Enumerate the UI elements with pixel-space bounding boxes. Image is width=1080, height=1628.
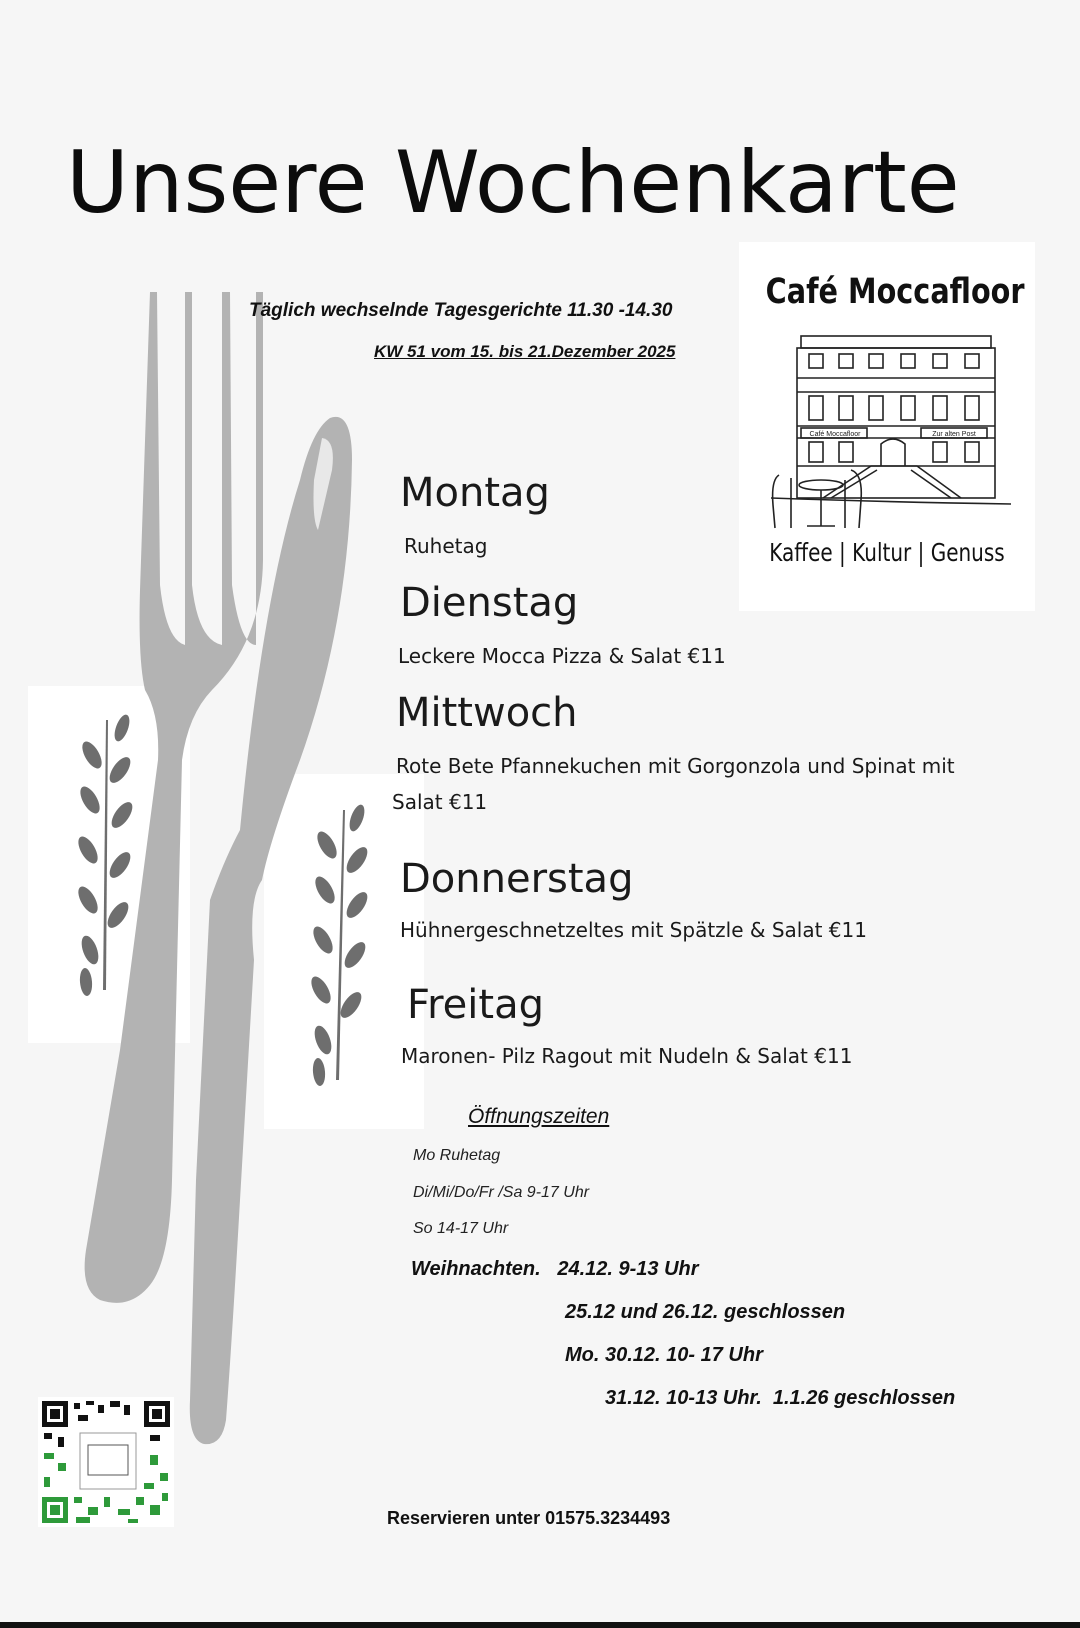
day-freitag: Freitag bbox=[407, 982, 544, 1028]
opening-hours-title: Öffnungszeiten bbox=[468, 1105, 610, 1128]
leaf-sprig-right-icon bbox=[305, 800, 375, 1090]
day-montag: Montag bbox=[400, 470, 550, 516]
dish-donnerstag: Hühnergeschnetzeltes mit Spätzle & Salat €11 bbox=[400, 918, 867, 942]
week-range: KW 51 vom 15. bis 21.Dezember 2025 bbox=[374, 342, 676, 361]
hours-line: Di/Mi/Do/Fr /Sa 9-17 Uhr bbox=[413, 1184, 590, 1201]
day-donnerstag: Donnerstag bbox=[400, 856, 634, 902]
holiday-line: Weihnachten. 24.12. 9-13 Uhr bbox=[411, 1258, 699, 1280]
leaf-sprig-left-icon bbox=[70, 710, 140, 1000]
daily-dishes-note: Täglich wechselnde Tagesgerichte 11.30 -14.30 bbox=[249, 300, 673, 321]
sign-right: Zur alten Post bbox=[932, 431, 976, 438]
dish-mittwoch-line1: Rote Bete Pfannekuchen mit Gorgonzola und Spinat mit bbox=[396, 754, 955, 778]
holiday-line: 31.12. 10-13 Uhr. 1.1.26 geschlossen bbox=[605, 1387, 956, 1409]
day-dienstag: Dienstag bbox=[400, 580, 579, 626]
qr-code-icon bbox=[38, 1397, 174, 1527]
holiday-line: Mo. 30.12. 10- 17 Uhr bbox=[565, 1344, 763, 1366]
building-icon bbox=[761, 330, 1015, 530]
logo-cafe-name: Café Moccafloor bbox=[765, 272, 1025, 312]
bottom-divider bbox=[0, 1622, 1080, 1628]
day-mittwoch: Mittwoch bbox=[396, 690, 578, 736]
hours-line: So 14-17 Uhr bbox=[413, 1220, 509, 1237]
hours-line: Mo Ruhetag bbox=[413, 1147, 501, 1164]
logo-tagline: Kaffee | Kultur | Genuss bbox=[769, 538, 1005, 567]
dish-mittwoch-line2: Salat €11 bbox=[392, 790, 488, 814]
sign-left: Café Moccafloor bbox=[809, 431, 861, 438]
cafe-logo bbox=[739, 242, 1035, 611]
holiday-line: 25.12 und 26.12. geschlossen bbox=[565, 1301, 846, 1323]
dish-dienstag: Leckere Mocca Pizza & Salat €11 bbox=[398, 644, 726, 668]
page-title: Unsere Wochenkarte bbox=[66, 133, 960, 233]
dish-freitag: Maronen- Pilz Ragout mit Nudeln & Salat €11 bbox=[401, 1044, 853, 1068]
reservation-phone: Reservieren unter 01575.3234493 bbox=[387, 1508, 671, 1528]
dish-montag: Ruhetag bbox=[404, 534, 488, 558]
